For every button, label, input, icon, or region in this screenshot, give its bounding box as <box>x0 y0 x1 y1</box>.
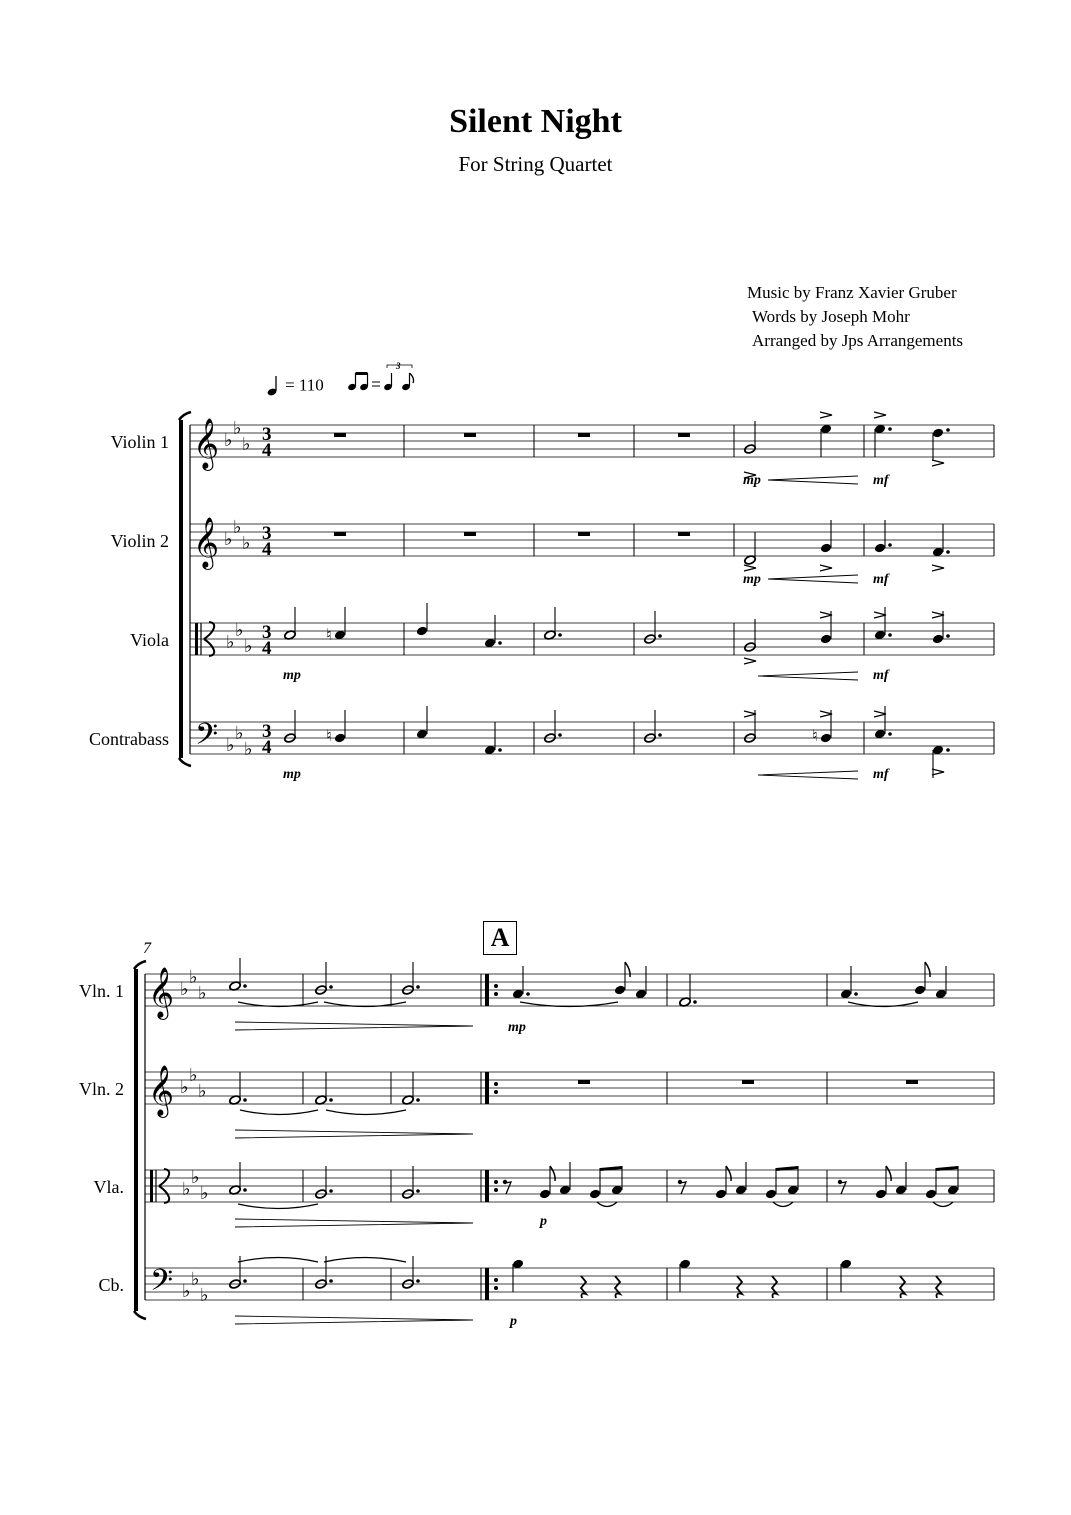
augmentation-dot <box>888 427 892 431</box>
whole-rest <box>464 433 476 437</box>
key-signature-flat: ♭ <box>233 418 242 438</box>
accent-mark <box>874 711 886 717</box>
augmentation-dot <box>658 733 662 737</box>
augmentation-dot <box>498 641 502 645</box>
key-signature-flat: ♭ <box>244 739 253 759</box>
note-head <box>932 633 945 644</box>
key-signature-flat: ♭ <box>226 632 235 652</box>
whole-rest <box>334 532 346 536</box>
augmentation-dot <box>416 985 420 989</box>
measure-number: 7 <box>143 940 151 957</box>
repeat-dot <box>494 1090 498 1094</box>
key-signature-flat: ♭ <box>189 1065 198 1085</box>
whole-rest <box>678 532 690 536</box>
quarter-rest <box>900 1276 905 1298</box>
accent-mark <box>932 612 944 618</box>
key-signature-flat: ♭ <box>235 723 244 743</box>
accent-mark <box>744 658 756 664</box>
accent-mark <box>874 612 886 618</box>
system-bracket <box>134 969 138 1311</box>
repeat-dot <box>494 1180 498 1184</box>
instrument-abbrev: Cb. <box>98 1275 124 1295</box>
quarter-rest <box>772 1276 777 1298</box>
whole-rest <box>578 532 590 536</box>
natural-sign: ♮ <box>326 627 332 644</box>
repeat-barline <box>485 974 489 1006</box>
quarter-rest <box>936 1276 941 1298</box>
augmentation-dot <box>416 1279 420 1283</box>
treble-clef: 𝄞 <box>193 419 220 468</box>
augmentation-dot <box>416 1098 420 1102</box>
note-head <box>334 732 347 743</box>
whole-rest <box>334 433 346 437</box>
note-head <box>820 542 833 553</box>
key-signature-flat: ♭ <box>189 967 198 987</box>
natural-sign: ♮ <box>812 728 818 745</box>
lyricist-credit: Words by Joseph Mohr <box>752 307 910 326</box>
note-head <box>589 1188 602 1199</box>
augmentation-dot <box>329 1189 333 1193</box>
bass-clef: 𝄢 <box>150 1264 174 1304</box>
dynamic-marking: p <box>540 1214 547 1229</box>
whole-rest <box>906 1080 918 1084</box>
tie-slur <box>773 1202 793 1207</box>
diminuendo-hairpin <box>235 1130 473 1138</box>
crescendo-hairpin <box>758 771 858 779</box>
time-signature: 3 <box>262 424 272 445</box>
crescendo-hairpin <box>768 476 858 484</box>
tie-slur <box>240 1110 318 1115</box>
augmentation-dot <box>498 748 502 752</box>
instrument-name: Violin 1 <box>110 432 169 452</box>
key-signature-flat: ♭ <box>224 529 233 549</box>
note-flag <box>886 1166 891 1181</box>
arranger-credit: Arranged by Jps Arrangements <box>752 331 964 350</box>
key-signature-flat: ♭ <box>200 1183 209 1203</box>
augmentation-dot <box>888 732 892 736</box>
tie-slur <box>933 1202 953 1207</box>
eighth-rest <box>838 1180 842 1184</box>
tie-slur <box>238 1204 318 1209</box>
whole-rest <box>742 1080 754 1084</box>
note-head <box>765 1188 778 1199</box>
note-flag <box>550 1166 555 1181</box>
tempo-value: = 110 <box>285 375 324 395</box>
repeat-barline <box>485 1072 489 1104</box>
accent-mark <box>820 565 832 571</box>
key-signature-flat: ♭ <box>244 636 253 656</box>
accent-mark <box>874 412 886 418</box>
note-head <box>874 542 887 553</box>
instrument-abbrev: Vln. 2 <box>79 1079 124 1099</box>
instrument-name: Viola <box>130 630 169 650</box>
composer-credit: Music by Franz Xavier Gruber <box>747 283 957 302</box>
whole-rest <box>578 433 590 437</box>
augmentation-dot <box>558 733 562 737</box>
key-signature-flat: ♭ <box>180 979 189 999</box>
note-head <box>416 625 429 636</box>
tie-slur <box>597 1202 617 1207</box>
augmentation-dot <box>243 1098 247 1102</box>
crescendo-hairpin <box>758 672 858 680</box>
note-flag <box>625 962 630 977</box>
dynamic-marking: mf <box>873 668 889 683</box>
augmentation-dot <box>658 634 662 638</box>
time-signature: 3 <box>262 523 272 544</box>
instrument-abbrev: Vla. <box>93 1177 124 1197</box>
note-head <box>925 1188 938 1199</box>
augmentation-dot <box>888 633 892 637</box>
accent-mark <box>932 460 944 466</box>
key-signature-flat: ♭ <box>242 434 251 454</box>
dynamic-marking: mf <box>873 767 889 782</box>
tie-slur <box>238 1258 318 1263</box>
rehearsal-mark: A <box>483 921 517 955</box>
note-head <box>914 984 927 995</box>
key-signature-flat: ♭ <box>198 983 207 1003</box>
augmentation-dot <box>329 1098 333 1102</box>
accent-mark <box>820 711 832 717</box>
augmentation-dot <box>526 992 530 996</box>
whole-rest <box>678 433 690 437</box>
augmentation-dot <box>854 992 858 996</box>
dynamic-marking: mf <box>873 473 889 488</box>
treble-clef: 𝄞 <box>148 1066 175 1115</box>
tie-slur <box>326 1110 406 1115</box>
repeat-barline <box>485 1268 489 1300</box>
note-head <box>820 732 833 743</box>
repeat-barline <box>485 1170 489 1202</box>
accent-mark <box>744 565 756 571</box>
system-bracket <box>179 420 183 758</box>
quarter-rest <box>581 1276 586 1298</box>
key-signature-flat: ♭ <box>198 1081 207 1101</box>
bass-clef: 𝄢 <box>195 718 219 758</box>
accent-mark <box>932 769 944 775</box>
score-subtitle: For String Quartet <box>458 152 613 176</box>
crescendo-hairpin <box>768 575 858 583</box>
whole-rest <box>464 532 476 536</box>
note-head <box>875 1188 888 1199</box>
key-signature-flat: ♭ <box>182 1281 191 1301</box>
eighth-rest <box>678 1180 682 1184</box>
natural-sign: ♮ <box>326 728 332 745</box>
accent-mark <box>744 711 756 717</box>
note-head <box>614 984 627 995</box>
accent-mark <box>820 412 832 418</box>
diminuendo-hairpin <box>235 1022 473 1030</box>
augmentation-dot <box>946 428 950 432</box>
triplet-number: 3 <box>396 362 401 371</box>
note-head <box>715 1188 728 1199</box>
augmentation-dot <box>329 1279 333 1283</box>
instrument-abbrev: Vln. 1 <box>79 981 124 1001</box>
repeat-dot <box>494 1278 498 1282</box>
augmentation-dot <box>329 985 333 989</box>
time-signature: 3 <box>262 622 272 643</box>
time-signature: 4 <box>262 638 272 659</box>
tie-slur <box>324 1258 406 1263</box>
augmentation-dot <box>243 984 247 988</box>
instrument-name: Contrabass <box>89 729 169 749</box>
dynamic-marking: mf <box>873 572 889 587</box>
note-head <box>539 1188 552 1199</box>
dynamic-marking: mp <box>283 668 301 683</box>
diminuendo-hairpin <box>235 1219 473 1227</box>
dynamic-marking: mp <box>508 1020 526 1035</box>
accent-mark <box>820 612 832 618</box>
quarter-rest <box>737 1276 742 1298</box>
repeat-dot <box>494 992 498 996</box>
alto-clef <box>195 623 198 655</box>
key-signature-flat: ♭ <box>180 1077 189 1097</box>
dynamic-marking: p <box>510 1314 517 1329</box>
augmentation-dot <box>243 1279 247 1283</box>
time-signature: 4 <box>262 539 272 560</box>
key-signature-flat: ♭ <box>235 620 244 640</box>
accent-mark <box>932 565 944 571</box>
key-signature-flat: ♭ <box>191 1269 200 1289</box>
augmentation-dot <box>558 633 562 637</box>
time-signature: 4 <box>262 440 272 461</box>
repeat-dot <box>494 1188 498 1192</box>
treble-clef: 𝄞 <box>148 968 175 1017</box>
note-flag <box>925 962 930 977</box>
eighth-rest <box>503 1180 507 1184</box>
note-flag <box>726 1166 731 1181</box>
repeat-dot <box>494 1082 498 1086</box>
alto-clef <box>150 1170 153 1202</box>
whole-rest <box>578 1080 590 1084</box>
key-signature-flat: ♭ <box>242 533 251 553</box>
dynamic-marking: mp <box>743 572 761 587</box>
augmentation-dot <box>946 550 950 554</box>
time-signature: 3 <box>262 721 272 742</box>
time-signature: 4 <box>262 737 272 758</box>
key-signature-flat: ♭ <box>182 1179 191 1199</box>
note-head <box>820 633 833 644</box>
dynamic-marking: mp <box>283 767 301 782</box>
note-head <box>932 427 945 438</box>
augmentation-dot <box>946 634 950 638</box>
augmentation-dot <box>946 748 950 752</box>
augmentation-dot <box>693 1000 697 1004</box>
repeat-dot <box>494 984 498 988</box>
augmentation-dot <box>416 1189 420 1193</box>
augmentation-dot <box>243 1188 247 1192</box>
quarter-rest <box>615 1276 620 1298</box>
augmentation-dot <box>888 543 892 547</box>
instrument-name: Violin 2 <box>110 531 169 551</box>
repeat-dot <box>494 1286 498 1290</box>
key-signature-flat: ♭ <box>226 735 235 755</box>
dynamic-marking: mp <box>743 473 761 488</box>
key-signature-flat: ♭ <box>233 517 242 537</box>
treble-clef: 𝄞 <box>193 518 220 567</box>
key-signature-flat: ♭ <box>224 430 233 450</box>
score-title: Silent Night <box>449 103 622 140</box>
diminuendo-hairpin <box>235 1316 473 1324</box>
key-signature-flat: ♭ <box>200 1285 209 1305</box>
key-signature-flat: ♭ <box>191 1167 200 1187</box>
